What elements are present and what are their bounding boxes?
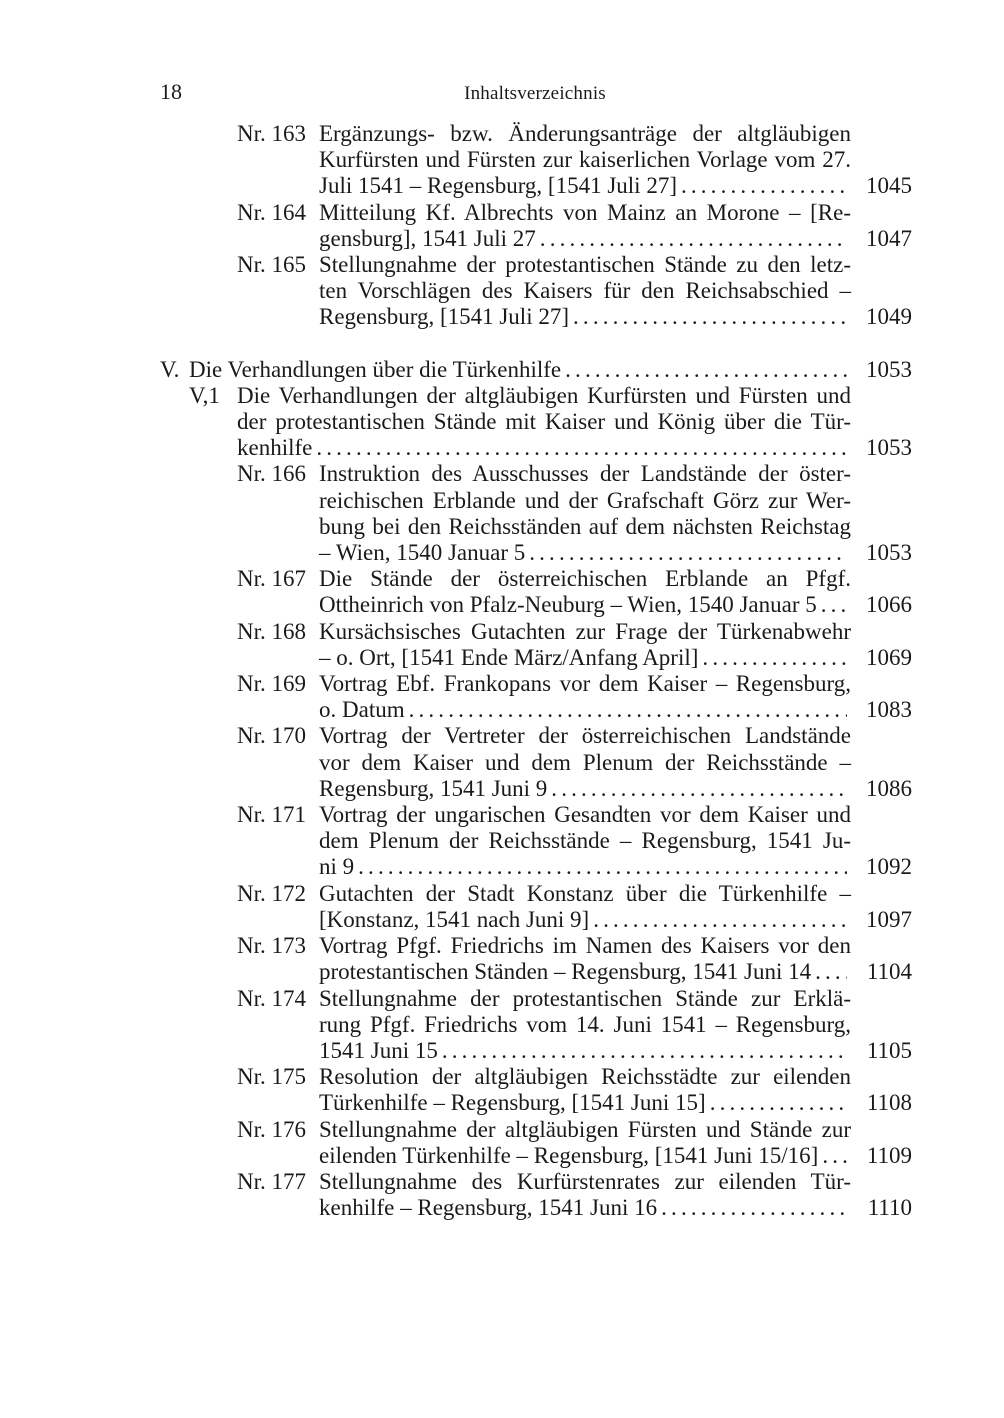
- toc-entry-title-line: Vortrag Pfgf. Friedrichs im Namen des Kaisers vor den: [319, 933, 851, 959]
- dot-leader: [565, 357, 847, 383]
- toc-entry-title-line: kenhilfe: [237, 435, 313, 461]
- toc-entry-label: Nr. 177: [237, 1168, 306, 1194]
- toc-entry[interactable]: [0, 671, 1004, 723]
- toc-entry[interactable]: [0, 357, 1004, 383]
- toc-entry-page: 1086: [866, 775, 912, 801]
- toc-entry-title-line: Türkenhilfe – Regensburg, [1541 Juni 15]: [319, 1090, 706, 1116]
- dot-leader: [358, 854, 847, 880]
- toc-entry-title-line: Ergänzungs- bzw. Änderungsanträge der altgläubigen: [319, 121, 851, 146]
- toc-entry-title-line: vor dem Kaiser und dem Plenum der Reichsstände –: [319, 749, 851, 775]
- toc-entry-last-line: [319, 697, 851, 723]
- toc-entry-label: Nr. 174: [237, 985, 306, 1011]
- dot-leader: [681, 173, 847, 199]
- toc-entry-page: 1053: [866, 435, 912, 461]
- toc-entry-title-line: rung Pfgf. Friedrichs vom 14. Juni 1541 – Regensburg,: [319, 1011, 851, 1037]
- toc-entry-last-line: [189, 357, 851, 383]
- toc-entry-label: Nr. 167: [237, 566, 306, 592]
- toc-entry[interactable]: [0, 461, 1004, 566]
- toc-entry-title-line: bung bei den Reichsständen auf dem nächsten Reichstag: [319, 513, 851, 539]
- toc-entry-title: [319, 881, 851, 933]
- toc-entry-title-line: Die Verhandlungen der altgläubigen Kurfürsten und Fürsten und: [237, 382, 851, 408]
- toc-entry-title-line: – Wien, 1540 Januar 5: [319, 540, 526, 566]
- toc-entry-page: 1066: [866, 592, 912, 618]
- toc-entry-page: 1097: [866, 906, 912, 932]
- toc-entry-title: [319, 619, 851, 671]
- toc-entry-page: 1053: [866, 356, 912, 382]
- toc-entry-title-line: kenhilfe – Regensburg, 1541 Juni 16: [319, 1195, 658, 1221]
- toc-entry-title-line: Instruktion des Ausschusses der Landstände der öster-: [319, 461, 851, 487]
- toc-entry-title: [319, 121, 851, 200]
- toc-entry-title-line: Resolution der altgläubigen Reichsstädte zur eilenden: [319, 1064, 851, 1090]
- toc-entry-last-line: [319, 226, 851, 252]
- toc-entry-title-line: dem Plenum der Reichsstände – Regensburg, 1541 Ju-: [319, 828, 851, 854]
- toc-entry[interactable]: [0, 383, 1004, 462]
- toc-entry-label: Nr. 166: [237, 461, 306, 487]
- toc-entry-label: Nr. 175: [237, 1064, 306, 1090]
- toc-entry[interactable]: [0, 566, 1004, 618]
- toc-entry-last-line: [319, 959, 851, 985]
- dot-leader: [661, 1195, 847, 1221]
- toc-entry-page: 1092: [866, 854, 912, 880]
- toc-entry-title: [319, 802, 851, 881]
- toc-entry-label: Nr. 170: [237, 723, 306, 749]
- dot-leader: [573, 304, 847, 330]
- toc-entry[interactable]: [0, 200, 1004, 252]
- toc-entry-title: [237, 383, 851, 462]
- toc-entry[interactable]: [0, 1117, 1004, 1169]
- toc-entry-title: [319, 986, 851, 1065]
- toc-entry-page: 1069: [866, 644, 912, 670]
- toc-entry-title-line: ten Vorschlägen des Kaisers für den Reichsabschied –: [319, 278, 851, 304]
- toc-entry-title-line: protestantischen Ständen – Regensburg, 1541 Juni 14: [319, 959, 812, 985]
- table-of-contents: [0, 121, 1004, 1221]
- toc-entry-title-line: reichischen Erblande und der Grafschaft Görz zur Wer-: [319, 487, 851, 513]
- toc-entry[interactable]: [0, 619, 1004, 671]
- toc-entry[interactable]: [0, 723, 1004, 802]
- toc-entry-title: [319, 671, 851, 723]
- dot-leader: [815, 959, 847, 985]
- toc-entry-label: Nr. 164: [237, 199, 306, 225]
- toc-entry-title-line: Vortrag der Vertreter der österreichischen Landstände: [319, 723, 851, 749]
- toc-entry-last-line: [319, 854, 851, 880]
- toc-entry-last-line: [319, 1038, 851, 1064]
- toc-entry-label: Nr. 163: [237, 121, 306, 146]
- toc-entry-page: 1045: [866, 173, 912, 199]
- toc-entry-last-line: [319, 592, 851, 618]
- toc-entry-title: [319, 566, 851, 618]
- toc-entry[interactable]: [0, 986, 1004, 1065]
- toc-entry-title-line: Gutachten der Stadt Konstanz über die Türkenhilfe –: [319, 880, 851, 906]
- toc-entry-page: 1105: [866, 1037, 912, 1063]
- toc-entry-label: Nr. 172: [237, 880, 306, 906]
- toc-entry[interactable]: [0, 802, 1004, 881]
- toc-entry-title: [319, 461, 851, 566]
- dot-leader: [821, 592, 847, 618]
- toc-entry-title-line: Mitteilung Kf. Albrechts von Mainz an Morone – [Re-: [319, 199, 851, 225]
- toc-entry-title-line: Kurfürsten und Fürsten zur kaiserlichen Vorlage vom 27.: [319, 147, 851, 173]
- toc-entry-page: 1083: [866, 697, 912, 723]
- toc-entry-title-line: Die Stände der österreichischen Erblande an Pfgf.: [319, 566, 851, 592]
- dot-leader: [529, 540, 847, 566]
- toc-entry-page: 1053: [866, 540, 912, 566]
- toc-entry-title-line: Vortrag Ebf. Frankopans vor dem Kaiser – Regensburg,: [319, 671, 851, 697]
- toc-entry-title-line: [Konstanz, 1541 nach Juni 9]: [319, 906, 590, 932]
- section-gap: [0, 331, 1004, 357]
- toc-entry-label: Nr. 168: [237, 618, 306, 644]
- toc-entry-label: Nr. 173: [237, 933, 306, 959]
- running-head: Inhaltsverzeichnis: [464, 83, 606, 104]
- toc-entry-last-line: [237, 435, 851, 461]
- toc-entry-title-line: Regensburg, 1541 Juni 9: [319, 775, 548, 801]
- toc-entry-page: 1109: [866, 1142, 912, 1168]
- toc-entry-last-line: [319, 173, 851, 199]
- toc-entry-last-line: [319, 1195, 851, 1221]
- toc-entry[interactable]: [0, 121, 1004, 200]
- toc-entry-label: V,1: [189, 382, 220, 408]
- toc-entry-label: Nr. 176: [237, 1116, 306, 1142]
- toc-entry-last-line: [319, 776, 851, 802]
- toc-entry-title-line: Stellungnahme der protestantischen Stände zu den letz-: [319, 252, 851, 278]
- toc-entry-title-line: der protestantischen Stände mit Kaiser und König über die Tür-: [237, 409, 851, 435]
- dot-leader: [593, 907, 847, 933]
- toc-entry-label: Nr. 171: [237, 802, 306, 828]
- toc-entry-title-line: Juli 1541 – Regensburg, [1541 Juli 27]: [319, 173, 677, 199]
- toc-entry-last-line: [319, 540, 851, 566]
- toc-entry-title-line: eilenden Türkenhilfe – Regensburg, [1541 Juni 15/16]: [319, 1142, 819, 1168]
- toc-entry-title: [319, 1117, 851, 1169]
- toc-entry-title-line: o. Datum: [319, 697, 405, 723]
- toc-entry[interactable]: [0, 1169, 1004, 1221]
- toc-entry-title: [319, 723, 851, 802]
- toc-entry-title-line: Ottheinrich von Pfalz-Neuburg – Wien, 1540 Januar 5: [319, 592, 817, 618]
- toc-entry-label: Nr. 165: [237, 252, 306, 278]
- dot-leader: [409, 697, 847, 723]
- toc-entry-title-line: Vortrag der ungarischen Gesandten vor dem Kaiser und: [319, 802, 851, 828]
- toc-entry-page: 1049: [866, 304, 912, 330]
- toc-entry-page: 1110: [867, 1195, 912, 1221]
- toc-entry-last-line: [319, 645, 851, 671]
- toc-entry-title-line: gensburg], 1541 Juli 27: [319, 225, 536, 251]
- toc-entry-title-line: 1541 Juni 15: [319, 1037, 438, 1063]
- dot-leader: [702, 645, 847, 671]
- toc-entry-label: Nr. 169: [237, 671, 306, 697]
- toc-entry-page: 1047: [866, 225, 912, 251]
- toc-entry[interactable]: [0, 933, 1004, 985]
- toc-entry-title-line: Stellungnahme des Kurfürstenrates zur eilenden Tür-: [319, 1168, 851, 1194]
- dot-leader: [710, 1090, 847, 1116]
- toc-entry-title-line: Stellungnahme der protestantischen Stände zur Erklä-: [319, 985, 851, 1011]
- toc-entry-title-line: ni 9: [319, 854, 355, 880]
- toc-entry-label: V.: [160, 356, 180, 382]
- toc-entry-last-line: [319, 1090, 851, 1116]
- toc-entry-title: [319, 1169, 851, 1221]
- toc-entry-last-line: [319, 1143, 851, 1169]
- toc-entry-title: [319, 933, 851, 985]
- toc-entry-title: [319, 1064, 851, 1116]
- toc-entry[interactable]: [0, 881, 1004, 933]
- dot-leader: [442, 1038, 847, 1064]
- toc-entry-title-line: Regensburg, [1541 Juli 27]: [319, 304, 570, 330]
- toc-entry-last-line: [319, 907, 851, 933]
- toc-entry-title: [189, 357, 851, 383]
- toc-entry-title: [319, 252, 851, 331]
- toc-entry-title: [319, 200, 851, 252]
- toc-entry-page: 1104: [866, 959, 912, 985]
- toc-entry-title-line: Stellungnahme der altgläubigen Fürsten und Stände zur: [319, 1116, 851, 1142]
- dot-leader: [540, 226, 847, 252]
- toc-entry-page: 1108: [866, 1090, 912, 1116]
- toc-entry-title-line: – o. Ort, [1541 Ende März/Anfang April]: [319, 644, 699, 670]
- toc-entry[interactable]: [0, 252, 1004, 331]
- toc-entry[interactable]: [0, 1064, 1004, 1116]
- toc-entry-last-line: [319, 304, 851, 330]
- dot-leader: [316, 435, 847, 461]
- toc-entry-title-line: Kursächsisches Gutachten zur Frage der Türkenabwehr: [319, 618, 851, 644]
- dot-leader: [551, 776, 847, 802]
- dot-leader: [822, 1143, 847, 1169]
- page-number: 18: [160, 79, 182, 104]
- toc-entry-title-line: Die Verhandlungen über die Türkenhilfe: [189, 356, 562, 382]
